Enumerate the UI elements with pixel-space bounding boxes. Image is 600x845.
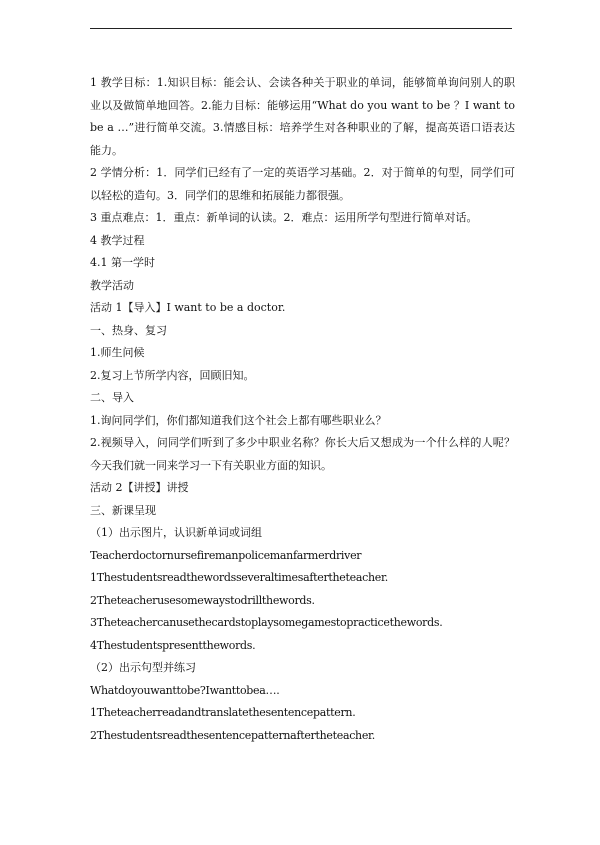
pattern-practice-2: 2Thestudentsreadthesentencepatternaftertheteacher. — [90, 728, 376, 742]
key-difficult-points: 3 重点难点：1．重点：新单词的认读。2．难点：运用所学句型进行简单对话。 — [90, 211, 478, 224]
activity-1-heading: 活动 1【导入】I want to be a doctor. — [90, 301, 286, 314]
vocab-practice-1: 1Thestudentsreadthewordsseveraltimesaftertheteacher. — [90, 571, 388, 584]
lead-in-heading: 二、导入 — [90, 391, 134, 404]
vocab-practice-2: 2Theteacherusesomewaystodrillthewords. — [90, 593, 315, 607]
vocab-practice-3: 3Theteachercanusethecardstoplaysomegamestopracticethewords. — [90, 616, 443, 629]
warmup-heading: 一、热身、复习 — [90, 323, 167, 337]
vocabulary-line: Teacherdoctornursefiremanpolicemanfarmerdriver — [90, 548, 362, 562]
teaching-objectives: 1 教学目标：1.知识目标：能会认、会读各种关于职业的单词，能够简单询问别人的职业以及做简单地回答。2.能力目标：能够运用“What do you want to be ？I want to be a …”进行简单交流。3.情感目标：培养学生对各种职业的了解，提高英语口语表达能力。 — [90, 76, 515, 157]
teaching-process-heading: 4 教学过程 — [90, 233, 145, 247]
sentence-pattern-step: （2）出示句型并练习 — [90, 661, 196, 674]
new-lesson-heading: 三、新课呈现 — [90, 503, 156, 517]
vocab-practice-4: 4Thestudentspresentthewords. — [90, 638, 256, 652]
activity-2-heading: 活动 2【讲授】讲授 — [90, 481, 189, 494]
teaching-activities-heading: 教学活动 — [90, 278, 134, 292]
header-rule — [90, 28, 512, 29]
lead-in-step-1: 1.询问同学们，你们都知道我们这个社会上都有哪些职业么？ — [90, 413, 387, 427]
lead-in-step-2: 2.视频导入，问同学们听到了多少中职业名称？你长大后又想成为一个什么样的人呢？今天我们就一同来学习一下有关职业方面的知识。 — [90, 436, 515, 472]
pattern-practice-1: 1Theteacherreadandtranslatethesentencepattern. — [90, 706, 356, 719]
greeting-step: 1.师生问候 — [90, 346, 145, 359]
sentence-pattern-line: Whatdoyouwanttobe?Iwanttobea…. — [90, 683, 280, 697]
first-lesson-heading: 4.1 第一学时 — [90, 256, 155, 269]
review-step: 2.复习上节所学内容，回顾旧知。 — [90, 368, 255, 382]
student-analysis: 2 学情分析：1．同学们已经有了一定的英语学习基础。2．对于简单的句型，同学们可以轻松的造句。3．同学们的思维和拓展能力都很强。 — [90, 166, 515, 202]
show-pictures-step: （1）出示图片，认识新单词或词组 — [90, 526, 262, 539]
document-body — [90, 72, 515, 747]
